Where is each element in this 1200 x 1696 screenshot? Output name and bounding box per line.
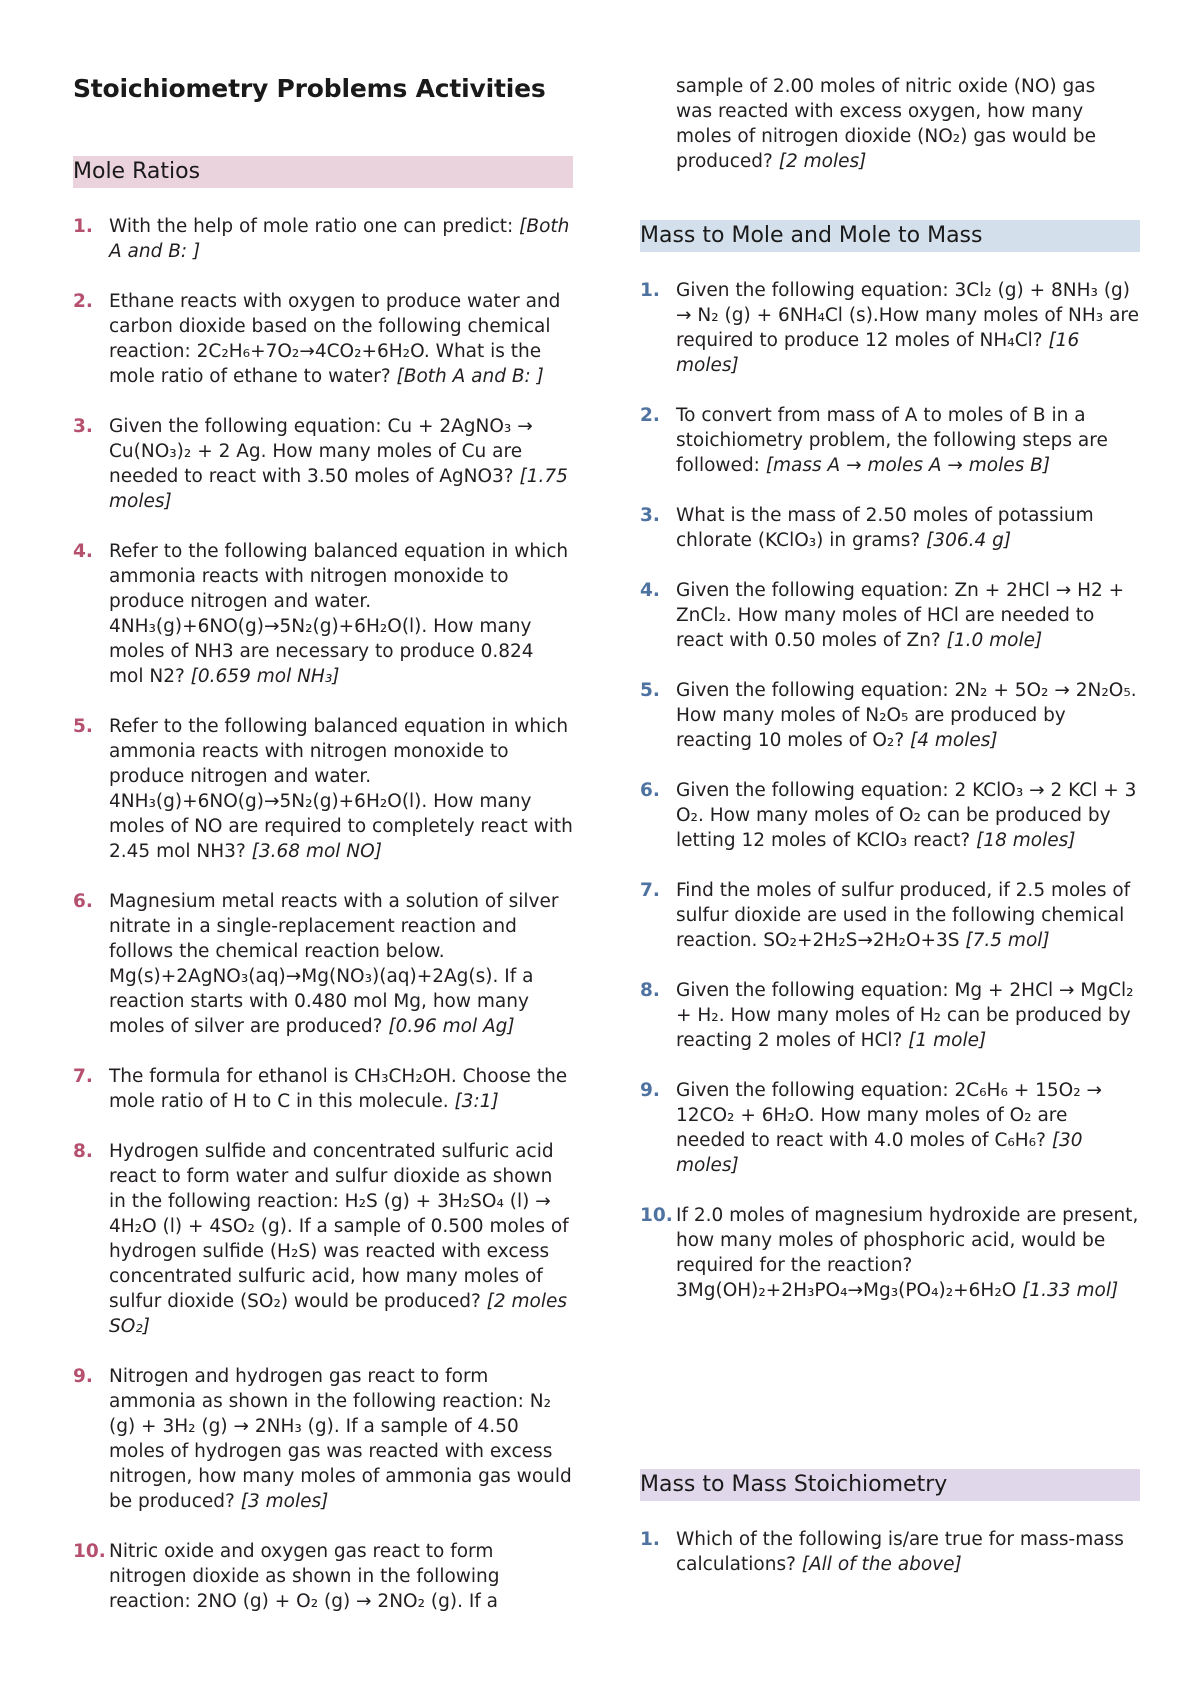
- question-number: 1.: [73, 216, 93, 237]
- question-number: 10.: [640, 1205, 673, 1226]
- question-item: [640, 1078, 1140, 1178]
- question-continuation: sample of 2.00 moles of nitric oxide (NO) gas was reacted with excess oxygen, how many moles of nitrogen dioxide (NO₂) gas would be produced? [2 moles]: [676, 76, 1096, 172]
- mass-mole-question-list: [640, 278, 1140, 1303]
- answer: [30 moles]: [676, 1130, 1083, 1176]
- answer: [1.0 mole]: [946, 630, 1043, 651]
- answer: [Both A and B: ]: [396, 366, 544, 387]
- answer: [1.75 moles]: [109, 466, 568, 512]
- question-item: [73, 289, 573, 389]
- answer: [18 moles]: [976, 830, 1076, 851]
- question-item: [73, 1064, 573, 1114]
- question-number: 3.: [640, 505, 660, 526]
- question-text: To convert from mass of A to moles of B in a stoichiometry problem, the following steps are followed: [mass A → moles A → moles B]: [676, 405, 1108, 476]
- question-text: Given the following equation: Zn + 2HCl → H2 + ZnCl₂. How many moles of HCl are needed to react with 0.50 moles of Zn? [1.0 mole]: [676, 580, 1125, 651]
- question-text: Ethane reacts with oxygen to produce water and carbon dioxide based on the following chemical reaction: 2C₂H₆+7O₂→4CO₂+6H₂O. What is the mole ratio of ethane to water? [Both A and B: ]: [109, 291, 561, 387]
- question-item: [73, 414, 573, 514]
- question-number: 2.: [640, 405, 660, 426]
- question-text: Given the following equation: Cu + 2AgNO₃ → Cu(NO₃)₂ + 2 Ag. How many moles of Cu are needed to react with 3.50 moles of AgNO3? [1.75 moles]: [109, 416, 568, 512]
- answer: [3 moles]: [240, 1491, 329, 1512]
- question-text: If 2.0 moles of magnesium hydroxide are present, how many moles of phosphoric acid, would be required for the reaction? 3Mg(OH)₂+2H₃PO₄→Mg₃(PO₄)₂+6H₂O [1.33 mol]: [676, 1205, 1139, 1301]
- answer: [Both A and B: ]: [109, 216, 570, 262]
- question-number: 1.: [640, 280, 660, 301]
- question-number: 9.: [640, 1080, 660, 1101]
- question-number: 4.: [640, 580, 660, 601]
- question-text: Nitrogen and hydrogen gas react to form ammonia as shown in the following reaction: N₂ (g) + 3H₂ (g) → 2NH₃ (g). If a sample of 4.50 moles of hydrogen gas was reacted with excess nitrogen, how many moles of ammonia gas would be produced? [3 moles]: [109, 1366, 572, 1512]
- mass-mass-question-list: [640, 1527, 1140, 1577]
- question-text: Given the following equation: Mg + 2HCl → MgCl₂ + H₂. How many moles of H₂ can be produced by reacting 2 moles of HCl? [1 mole]: [676, 980, 1134, 1051]
- answer: [mass A → moles A → moles B]: [765, 455, 1051, 476]
- question-number: 7.: [640, 880, 660, 901]
- question-item: [73, 1539, 573, 1614]
- question-text: Given the following equation: 2 KClO₃ → 2 KCl + 3 O₂. How many moles of O₂ can be produced by letting 12 moles of KClO₃ react? [18 moles]: [676, 780, 1137, 851]
- question-number: 4.: [73, 541, 93, 562]
- question-item: [73, 1139, 573, 1339]
- question-item: [640, 403, 1140, 478]
- question-text: Magnesium metal reacts with a solution of silver nitrate in a single-replacement reaction and follows the chemical reaction below. Mg(s)+2AgNO₃(aq)→Mg(NO₃)(aq)+2Ag(s). If a reaction starts with 0.480 mol Mg, how many moles of silver are produced? [0.96 mol Ag]: [109, 891, 559, 1037]
- question-text: Given the following equation: 2N₂ + 5O₂ → 2N₂O₅. How many moles of N₂O₅ are produced by reacting 10 moles of O₂? [4 moles]: [676, 680, 1137, 751]
- question-number: 6.: [640, 780, 660, 801]
- question-number: 8.: [640, 980, 660, 1001]
- question-number: 6.: [73, 891, 93, 912]
- question-text: Hydrogen sulfide and concentrated sulfuric acid react to form water and sulfur dioxide as shown in the following reaction: H₂S (g) + 3H₂SO₄ (l) → 4H₂O (l) + 4SO₂ (g). If a sample of 0.500 moles of hydrogen sulfide (H₂S) was reacted with excess concentrated sulfuric acid, how many moles of sulfur dioxide (SO₂) would be produced? [2 moles SO₂]: [109, 1141, 569, 1337]
- question-text: The formula for ethanol is CH₃CH₂OH. Choose the mole ratio of H to C in this molecule. [3:1]: [109, 1066, 568, 1112]
- question-number: 7.: [73, 1066, 93, 1087]
- answer: [7.5 mol]: [965, 930, 1050, 951]
- question-text: Nitric oxide and oxygen gas react to form nitrogen dioxide as shown in the following reaction: 2NO (g) + O₂ (g) → 2NO₂ (g). If a: [109, 1541, 500, 1612]
- section-header-mass-to-mass: Mass to Mass Stoichiometry: [640, 1469, 1140, 1501]
- question-item: [73, 889, 573, 1039]
- question-item: [640, 978, 1140, 1053]
- mole-ratios-question-list: [73, 214, 573, 1614]
- question-number: 3.: [73, 416, 93, 437]
- question-item: [73, 714, 573, 864]
- question-text: Which of the following is/are true for mass-mass calculations? [All of the above]: [676, 1529, 1124, 1575]
- question-number: 5.: [640, 680, 660, 701]
- answer: [1.33 mol]: [1022, 1280, 1119, 1301]
- question-number: 5.: [73, 716, 93, 737]
- question-item: [640, 1527, 1140, 1577]
- answer: [All of the above]: [801, 1554, 962, 1575]
- question-number: 1.: [640, 1529, 660, 1550]
- answer: [0.659 mol NH₃]: [190, 666, 340, 687]
- question-number: 2.: [73, 291, 93, 312]
- question-item: [640, 278, 1140, 378]
- question-item: [640, 1203, 1140, 1303]
- section-header-mole-ratios: Mole Ratios: [73, 156, 573, 188]
- page-title: Stoichiometry Problems Activities: [73, 74, 546, 103]
- answer: [2 moles SO₂]: [109, 1291, 568, 1337]
- question-text: Refer to the following balanced equation in which ammonia reacts with nitrogen monoxide to produce nitrogen and water. 4NH₃(g)+6NO(g)→5N₂(g)+6H₂O(l). How many moles of NH3 are necessary to produce 0.824 mol N2? [0.659 mol NH₃]: [109, 541, 569, 687]
- question-text: With the help of mole ratio one can predict: [Both A and B: ]: [109, 216, 570, 262]
- question-number: 10.: [73, 1541, 106, 1562]
- answer: [16 moles]: [676, 330, 1080, 376]
- question-item: [73, 214, 573, 264]
- answer: [2 moles]: [778, 151, 867, 172]
- answer: [306.4 g]: [926, 530, 1012, 551]
- answer: [1 mole]: [908, 1030, 987, 1051]
- question-text: Given the following equation: 3Cl₂ (g) + 8NH₃ (g) → N₂ (g) + 6NH₄Cl (s).How many moles of NH₃ are required to produce 12 moles of NH₄Cl? [16 moles]: [676, 280, 1139, 376]
- question-text: Given the following equation: 2C₆H₆ + 15O₂ → 12CO₂ + 6H₂O. How many moles of O₂ are needed to react with 4.0 moles of C₆H₆? [30 moles]: [676, 1080, 1103, 1176]
- question-item: [640, 503, 1140, 553]
- question-item: [640, 778, 1140, 853]
- question-number: 8.: [73, 1141, 93, 1162]
- answer: [3:1]: [454, 1091, 499, 1112]
- question-text: Find the moles of sulfur produced, if 2.5 moles of sulfur dioxide are used in the following chemical reaction. SO₂+2H₂S→2H₂O+3S [7.5 mol]: [676, 880, 1131, 951]
- answer: [3.68 mol NO]: [251, 841, 382, 862]
- question-item: [640, 878, 1140, 953]
- answer: [0.96 mol Ag]: [388, 1016, 515, 1037]
- question-text: Refer to the following balanced equation in which ammonia reacts with nitrogen monoxide to produce nitrogen and water. 4NH₃(g)+6NO(g)→5N₂(g)+6H₂O(l). How many moles of NO are required to completely react with 2.45 mol NH3? [3.68 mol NO]: [109, 716, 573, 862]
- question-number: 9.: [73, 1366, 93, 1387]
- answer: [4 moles]: [910, 730, 998, 751]
- question-item: [640, 578, 1140, 653]
- question-text: What is the mass of 2.50 moles of potassium chlorate (KClO₃) in grams? [306.4 g]: [676, 505, 1094, 551]
- section-header-mass-to-mole: Mass to Mole and Mole to Mass: [640, 220, 1140, 252]
- question-item: [73, 539, 573, 689]
- question-item: [73, 1364, 573, 1514]
- question-item: [640, 678, 1140, 753]
